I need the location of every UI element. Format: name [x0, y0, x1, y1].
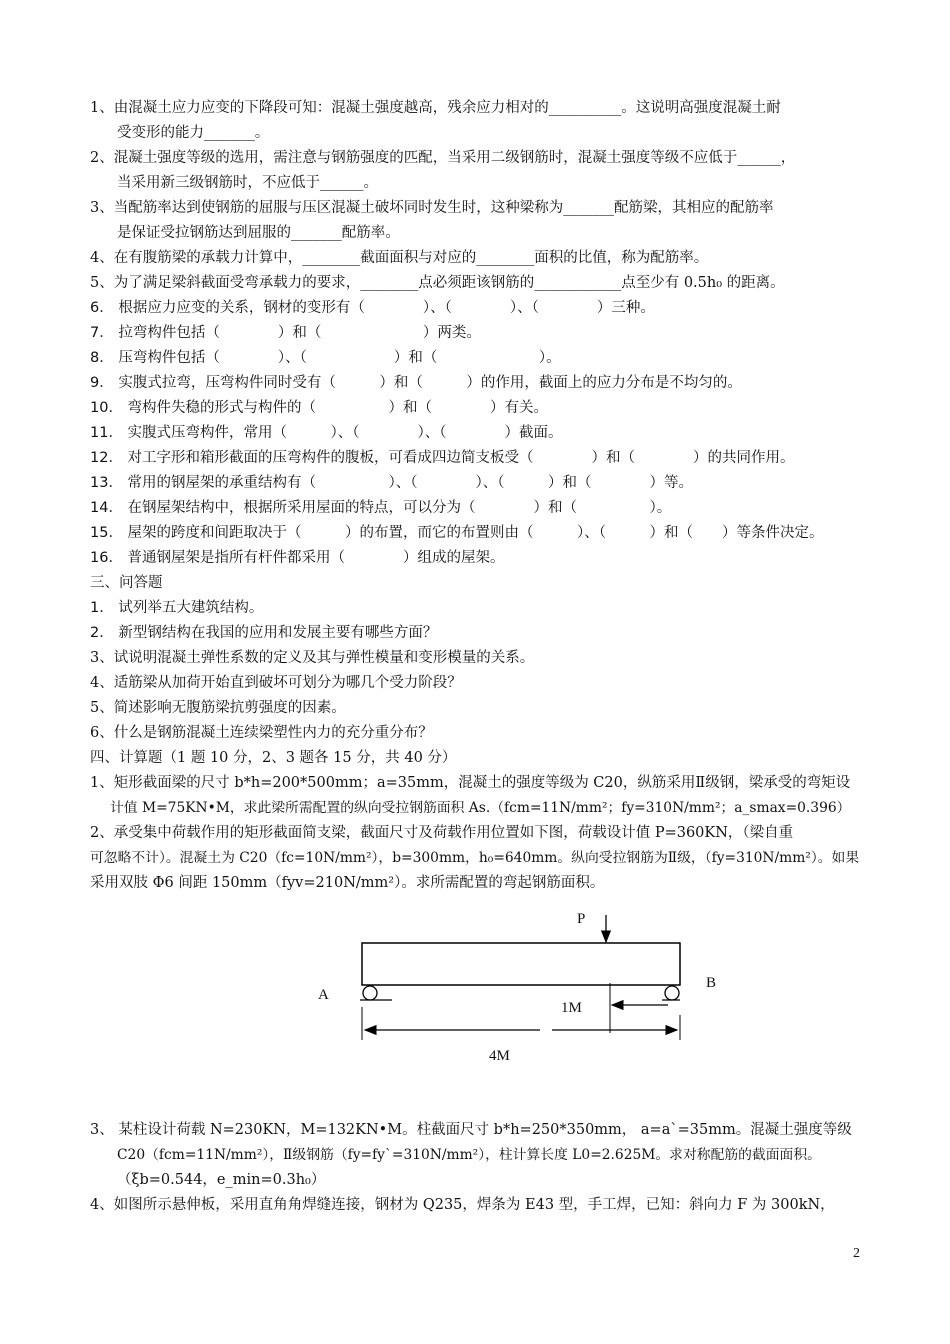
q-13: 13． 常用的钢屋架的承重结构有（ ）、（ ）、（ ）和（ ）等。 [90, 475, 694, 491]
label-p: P [577, 911, 586, 927]
beam-diagram [300, 895, 740, 1085]
essay-q-2: 2． 新型钢结构在我国的应用和发展主要有哪些方面？ [90, 625, 438, 641]
support-a [363, 986, 377, 1000]
essay-q-3: 3、试说明混凝土弹性系数的定义及其与弹性模量和变形模量的关系。 [90, 650, 535, 666]
q-12: 12． 对工字形和箱形截面的压弯构件的腹板，可看成四边简支板受（ ）和（ ）的共同作用。 [90, 450, 795, 466]
calc-q-2: 2、承受集中荷载作用的矩形截面简支梁，截面尺寸及荷载作用位置如下图，荷载设计值 P=360KN，（梁自重 [90, 825, 794, 841]
label-a: A [318, 987, 329, 1003]
q-11: 11． 实腹式压弯构件，常用（ ）、（ ）、（ ）截面。 [90, 425, 563, 441]
section-4-heading: 四、计算题（1 题 10 分，2、3 题各 15 分，共 40 分） [90, 750, 457, 766]
label-1m: 1M [561, 1000, 582, 1016]
calc-q-3-cont: C20（fcm=11N/mm²），Ⅱ级钢筋（fy=fy`=310N/mm²），柱计算长度 L0=2.625M。求对称配筋的截面面积。 [117, 1147, 821, 1163]
q-3: 3、当配筋率达到使钢筋的屈服与压区混凝土破坏同时发生时，这种梁称为_______配筋梁，其相应的配筋率 [90, 200, 774, 216]
calc-q-2-cont2: 采用双肢 Φ6 间距 150mm（fyv=210N/mm²）。求所需配置的弯起钢筋面积。 [90, 875, 605, 891]
q-1: 1、由混凝土应力应变的下降段可知：混凝土强度越高，残余应力相对的__________。这说明高强度混凝土耐 [90, 100, 781, 116]
essay-q-4: 4、适筋梁从加荷开始直到破坏可划分为哪几个受力阶段？ [90, 675, 462, 691]
q-4: 4、在有腹筋梁的承载力计算中，________截面面积与对应的________面积的比值，称为配筋率。 [90, 250, 709, 266]
page-body [90, 96, 870, 896]
page-body-lower [90, 1118, 870, 1218]
q-15: 15． 屋架的跨度和间距取决于（ ）的布置，而它的布置则由（ ）、（ ）和（ ）等条件决定。 [90, 525, 824, 541]
q-5: 5、为了满足梁斜截面受弯承载力的要求，________点必须距该钢筋的____________点至少有 0.5h₀ 的距离。 [90, 275, 785, 291]
q-9: 9． 实腹式拉弯，压弯构件同时受有（ ）和（ ）的作用，截面上的应力分布是不均匀的。 [90, 375, 742, 391]
q-7: 7． 拉弯构件包括（ ）和（ ）两类。 [90, 325, 481, 341]
q-2: 2、混凝土强度等级的选用，需注意与钢筋强度的匹配，当采用二级钢筋时，混凝土强度等级不应低于______， [90, 150, 796, 166]
q-14: 14． 在钢屋架结构中，根据所采用屋面的特点，可以分为（ ）和（ ）。 [90, 500, 672, 516]
q-3-cont: 是保证受拉钢筋达到屈服的_______配筋率。 [117, 225, 400, 241]
calc-q-2-cont: 可忽略不计）。混凝土为 C20（fc=10N/mm²），b=300mm，h₀=640mm。纵向受拉钢筋为Ⅱ级，（fy=310N/mm²）。如果 [90, 850, 860, 866]
support-b [665, 986, 679, 1000]
q-16: 16． 普通钢屋架是指所有杆件都采用（ ）组成的屋架。 [90, 550, 505, 566]
calc-q-1-cont: 计值 M=75KN•M，求此梁所需配置的纵向受拉钢筋面积 As.（fcm=11N/mm²；fy=310N/mm²；a_smax=0.396） [110, 800, 851, 816]
page-number: 2 [853, 1246, 860, 1261]
calc-q-1: 1、矩形截面梁的尺寸 b*h=200*500mm；a=35mm，混凝土的强度等级为 C20，纵筋采用Ⅱ级钢，梁承受的弯矩设 [90, 775, 851, 791]
beam [362, 943, 680, 985]
q-1-cont: 受变形的能力_______。 [117, 125, 270, 141]
calc-q-4: 4、如图所示悬伸板，采用直角角焊缝连接，钢材为 Q235，焊条为 E43 型，手工焊，已知：斜向力 F 为 300kN， [90, 1197, 835, 1213]
q-6: 6． 根据应力应变的关系，钢材的变形有（ ）、（ ）、（ ）三种。 [90, 300, 655, 316]
calc-q-3-cont2: （ξb=0.544，e_min=0.3h₀） [117, 1172, 326, 1188]
essay-q-6: 6、什么是钢筋混凝土连续梁塑性内力的充分重分布？ [90, 725, 433, 741]
essay-q-5: 5、简述影响无腹筋梁抗剪强度的因素。 [90, 700, 346, 716]
label-b: B [706, 975, 717, 991]
q-2-cont: 当采用新三级钢筋时，不应低于______。 [117, 175, 378, 191]
section-3-heading: 三、问答题 [90, 575, 163, 591]
label-4m: 4M [489, 1048, 510, 1064]
q-10: 10． 弯构件失稳的形式与构件的（ ）和（ ）有关。 [90, 400, 549, 416]
calc-q-3: 3、 某柱设计荷载 N=230KN，M=132KN•M。柱截面尺寸 b*h=250*350mm， a=a`=35mm。混凝土强度等级 [90, 1122, 852, 1138]
essay-q-1: 1． 试列举五大建筑结构。 [90, 600, 264, 616]
q-8: 8． 压弯构件包括（ ）、（ ）和（ ）。 [90, 350, 561, 366]
